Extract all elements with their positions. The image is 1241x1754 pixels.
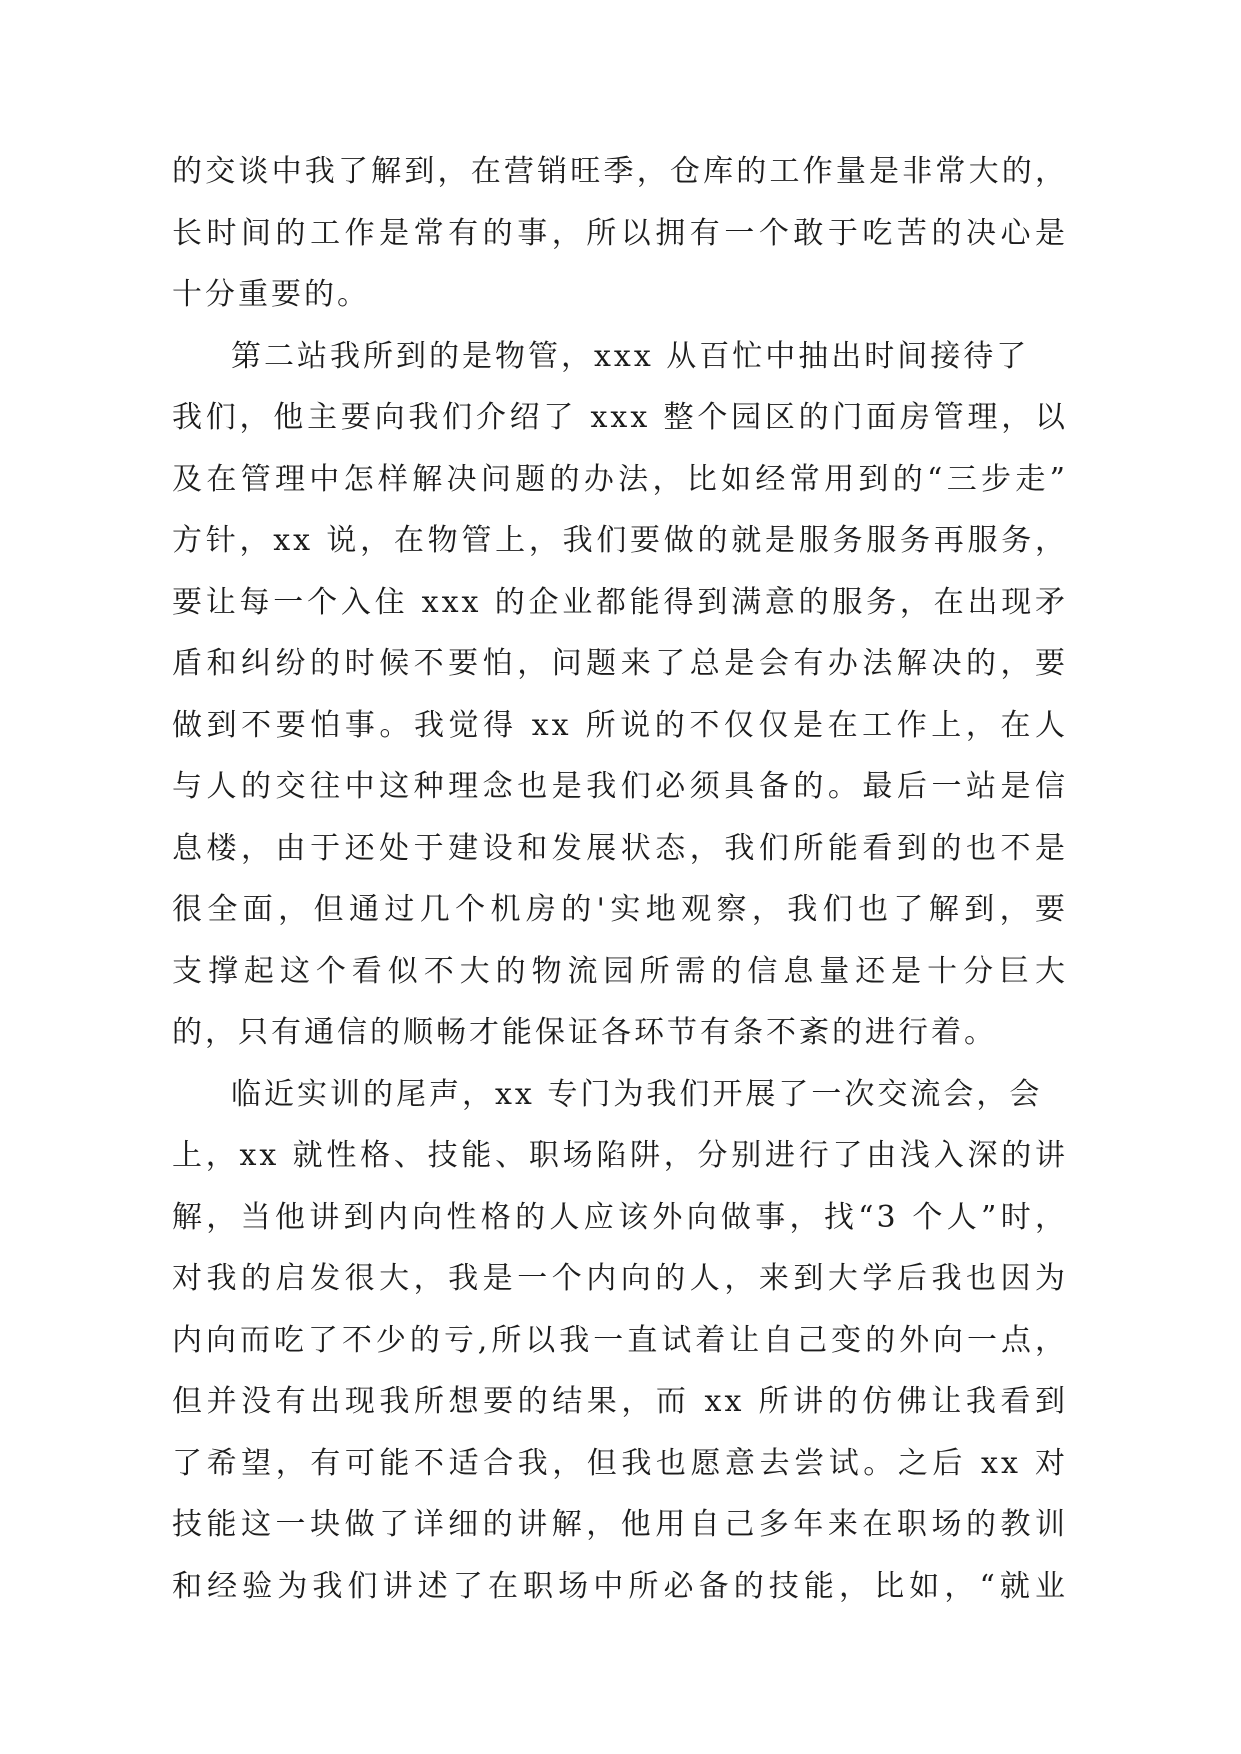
text-line: 解，当他讲到内向性格的人应该外向做事，找“3 个人”时， xyxy=(172,1199,1068,1235)
text-line: 技能这一块做了详细的讲解，他用自己多年来在职场的教训 xyxy=(172,1507,1068,1542)
document-body xyxy=(172,141,1068,1617)
paragraph xyxy=(172,326,1068,1064)
text-line: 方针，xx 说，在物管上，我们要做的就是服务服务再服务， xyxy=(172,523,1068,558)
text-line: 内向而吃了不少的亏,所以我一直试着让自己变的外向一点， xyxy=(172,1322,1068,1358)
text-line: 很全面，但通过几个机房的'实地观察，我们也了解到，要 xyxy=(172,892,1068,927)
text-line: 息楼，由于还处于建设和发展状态，我们所能看到的也不是 xyxy=(172,830,1068,866)
text-line: 与人的交往中这种理念也是我们必须具备的。最后一站是信 xyxy=(172,769,1068,804)
text-line: 的，只有通信的顺畅才能保证各环节有条不紊的进行着。 xyxy=(172,1015,997,1050)
text-line: 盾和纠纷的时候不要怕，问题来了总是会有办法解决的，要 xyxy=(172,646,1068,681)
text-line: 长时间的工作是常有的事，所以拥有一个敢于吃苦的决心是 xyxy=(172,215,1068,251)
text-line: 和经验为我们讲述了在职场中所必备的技能，比如，“就业 xyxy=(172,1568,1068,1604)
text-line: 对我的启发很大，我是一个内向的人，来到大学后我也因为 xyxy=(172,1261,1068,1296)
text-line: 我们，他主要向我们介绍了 xxx 整个园区的门面房管理，以 xyxy=(172,400,1068,435)
text-line: 第二站我所到的是物管，xxx 从百忙中抽出时间接待了 xyxy=(231,338,1030,374)
text-line: 支撑起这个看似不大的物流园所需的信息量还是十分巨大 xyxy=(172,953,1068,989)
text-line: 但并没有出现我所想要的结果，而 xx 所讲的仿佛让我看到 xyxy=(172,1384,1068,1419)
text-line: 临近实训的尾声，xx 专门为我们开展了一次交流会，会 xyxy=(231,1076,1043,1112)
text-line: 十分重要的。 xyxy=(172,277,370,312)
paragraph xyxy=(172,141,1068,326)
text-line: 及在管理中怎样解决问题的办法，比如经常用到的“三步走” xyxy=(172,461,1068,497)
paragraph xyxy=(172,1064,1068,1618)
text-line: 做到不要怕事。我觉得 xx 所说的不仅仅是在工作上，在人 xyxy=(172,707,1068,743)
text-line: 了希望，有可能不适合我，但我也愿意去尝试。之后 xx 对 xyxy=(172,1445,1068,1481)
text-line: 上，xx 就性格、技能、职场陷阱，分别进行了由浅入深的讲 xyxy=(172,1138,1068,1173)
text-line: 的交谈中我了解到，在营销旺季，仓库的工作量是非常大的， xyxy=(172,154,1068,189)
text-line: 要让每一个入住 xxx 的企业都能得到满意的服务，在出现矛 xyxy=(172,584,1068,620)
